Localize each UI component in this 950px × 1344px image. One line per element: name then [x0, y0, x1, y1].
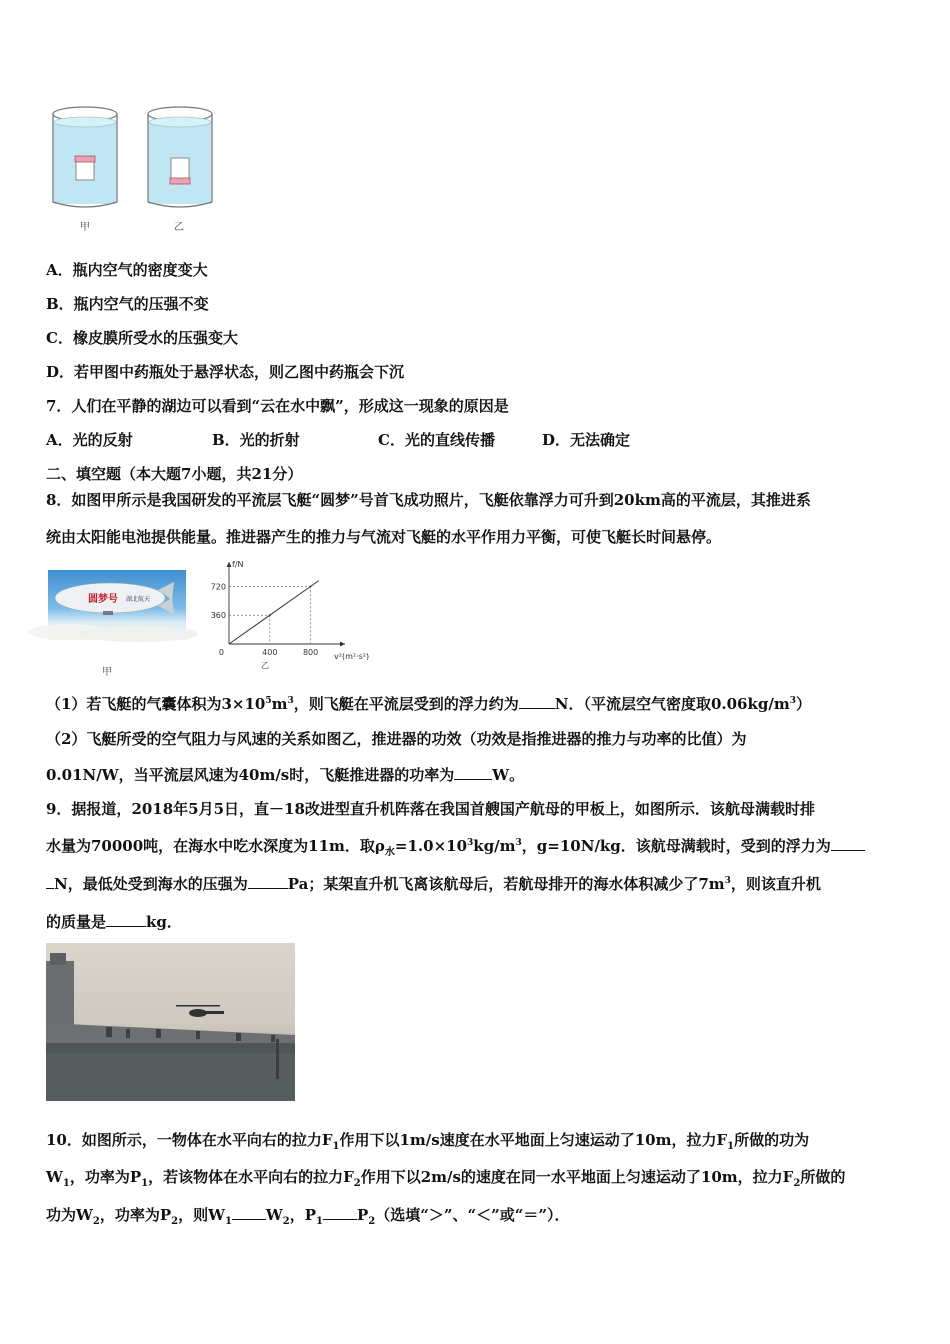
carrier-photo [46, 943, 295, 1101]
chart-svg [205, 558, 370, 676]
q9-line1: 9．据报道，2018年5月5日，直－18改进型直升机阵落在我国首艘国产航母的甲板上，如图所示．该航母满载时排 [46, 800, 815, 818]
q9-line2-text-b: =1.0×10 [394, 837, 468, 855]
q8-line2: 统由太阳能电池提供能量。推进器产生的推力与气流对飞艇的水平作用力平衡，可使飞艇长时间悬停。 [46, 528, 722, 546]
airship-drawing [48, 570, 186, 640]
q8-sub1-text-c: ，则飞艇在平流层受到的浮力约为 [293, 695, 519, 713]
q7-option-b: B．光的折射 [212, 431, 300, 449]
q9-line2-text-d: ，g=10N/kg．该航母满载时，受到的浮力为 [521, 837, 831, 855]
answer-blank[interactable] [46, 874, 54, 889]
photo-label-jia: 甲 [102, 667, 112, 678]
y-tick-label: 360 [210, 611, 226, 621]
y-tick-label: 720 [210, 582, 226, 592]
q10-sub: 2 [368, 1216, 376, 1227]
q7-option-d: D．无法确定 [542, 431, 631, 449]
q9-line4 [46, 912, 182, 932]
q10-line3-text-a: 功为W [46, 1206, 93, 1224]
q10-line2-text-b: ，功率为P [69, 1168, 142, 1186]
airship-name: 圆梦号 [88, 594, 118, 605]
answer-blank[interactable] [831, 836, 865, 851]
q10-line3-text-d: W [265, 1206, 283, 1224]
q10-sub: 1 [727, 1141, 735, 1152]
chart-figure-label: 乙 [261, 661, 269, 670]
q8-sub1-text-b: m [271, 695, 288, 713]
q8-sub1-text-e: ） [796, 695, 812, 713]
q10-line2-text-c: ，若该物体在水平向右的拉力F [148, 1168, 354, 1186]
answer-blank[interactable] [232, 1205, 266, 1220]
q10-sub: 2 [353, 1178, 361, 1189]
q10-sub: 1 [224, 1216, 232, 1227]
q9-line2-text-a: 水量为70000吨，在海水中吃水深度为11m．取ρ [46, 837, 385, 855]
q8-sub1-text-a: （1）若飞艇的气囊体积为3×10 [46, 695, 266, 713]
q9-line4-text-a: 的质量是 [46, 913, 107, 931]
airship-brand: 湖北航天 [126, 596, 151, 603]
q7-option-c: C．光的直线传播 [378, 431, 495, 449]
q10-sub: 1 [316, 1216, 323, 1227]
q10-line1 [46, 1130, 809, 1150]
q9-line2-text-c: kg/m [473, 837, 516, 855]
q9-line2-exp: 3 [467, 838, 474, 848]
q10-line2 [46, 1167, 845, 1187]
q8-sub1 [46, 694, 811, 714]
q10-line2-text-e: 所做的 [800, 1168, 846, 1186]
q8-sub2-line1: （2）飞艇所受的空气阻力与风速的关系如图乙，推进器的功效（功效是指推进器的推力与功率的比值）为 [46, 730, 747, 748]
q6-option-d: D．若甲图中药瓶处于悬浮状态，则乙图中药瓶会下沉 [46, 363, 405, 381]
q8-sub2-text-b: W。 [492, 766, 525, 784]
q10-sub: 2 [171, 1216, 179, 1227]
answer-blank[interactable] [519, 694, 555, 709]
q10-line3-text-f: P [356, 1206, 369, 1224]
data-point [310, 586, 312, 588]
beaker-jia [53, 107, 117, 207]
x-tick-label: 400 [262, 648, 278, 657]
beakers-drawing [48, 100, 218, 235]
q10-line3-text-g: （选填“＞”、“＜”或“＝”）． [375, 1206, 570, 1224]
origin-label: 0 [218, 648, 224, 657]
x-tick-label: 800 [302, 648, 319, 657]
force-speed-chart [205, 558, 370, 676]
y-axis-arrow [227, 562, 232, 567]
x-axis-arrow [340, 642, 345, 647]
beaker-yi [148, 107, 212, 207]
q9-line2-exp2: 3 [515, 838, 522, 848]
q9-line3-text-b: Pa；某架直升机飞离该航母后，若航母排开的海水体积减少了7m [287, 875, 725, 893]
series-line [229, 581, 319, 644]
q8-sub1-text-d: N．（平流层空气密度取0.06kg/m [554, 695, 790, 713]
q8-line1: 8．如图甲所示是我国研发的平流层飞艇“圆梦”号首飞成功照片，飞艇依靠浮力可升到20km高的平流层，其推进系 [46, 491, 811, 509]
q9-line3 [46, 874, 821, 894]
q10-line2-text-a: W [46, 1168, 63, 1186]
q7-stem: 7．人们在平静的湖边可以看到“云在水中飘”，形成这一现象的原因是 [46, 397, 509, 415]
beaker-figure [48, 100, 218, 235]
q10-sub: 2 [793, 1178, 801, 1189]
answer-blank[interactable] [454, 765, 492, 780]
q6-option-b: B．瓶内空气的压强不变 [46, 295, 209, 313]
q10-line1-text-c: 所做的功为 [734, 1131, 810, 1149]
section-title: 二、填空题（本大题7小题，共21分） [46, 465, 303, 483]
q9-rho-sub: 水 [384, 847, 395, 858]
q9-line3-text-c: ，则该直升机 [730, 875, 821, 893]
q10-line3-text-c: ，则W [178, 1206, 225, 1224]
q10-line2-text-d: 作用下以2m/s的速度在同一水平地面上匀速运动了10m，拉力F [360, 1168, 794, 1186]
answer-blank[interactable] [323, 1205, 357, 1220]
q9-line4-text-b: kg． [146, 913, 182, 931]
q9-line2 [46, 836, 865, 856]
x-axis-label: v²(m²·s²) [334, 652, 370, 661]
q6-option-c: C．橡皮膜所受水的压强变大 [46, 329, 238, 347]
q7-option-a: A．光的反射 [46, 431, 133, 449]
q10-sub: 1 [62, 1178, 70, 1189]
data-point [269, 614, 271, 616]
q10-sub: 2 [282, 1216, 290, 1227]
figure-label-jia: 甲 [80, 222, 90, 233]
answer-blank[interactable] [248, 874, 288, 889]
q9-line3-exp: 3 [724, 876, 731, 886]
q8-sub2-line2 [46, 765, 524, 785]
y-axis-label: f/N [232, 560, 244, 569]
q8-sub1-exp: 5 [265, 696, 272, 706]
airship-photo [48, 570, 186, 640]
q10-line3-text-b: ，功率为P [99, 1206, 172, 1224]
q6-option-a: A．瓶内空气的密度变大 [46, 261, 208, 279]
q10-sub: 1 [141, 1178, 149, 1189]
q10-line1-text-a: 10．如图所示，一物体在水平向右的拉力F [46, 1131, 333, 1149]
q10-sub: 2 [92, 1216, 100, 1227]
q8-sub2-text-a: 0.01N/W，当平流层风速为40m/s时，飞艇推进器的功率为 [46, 766, 455, 784]
q8-sub1-exp2: 3 [287, 696, 294, 706]
answer-blank[interactable] [106, 912, 146, 927]
q10-line1-text-b: 作用下以1m/s速度在水平地面上匀速运动了10m，拉力F [339, 1131, 728, 1149]
figure-label-yi: 乙 [174, 222, 184, 233]
q10-line3-text-e: ，P [289, 1206, 317, 1224]
q10-sub: 1 [332, 1141, 340, 1152]
q9-line3-text-a: N，最低处受到海水的压强为 [54, 875, 248, 893]
q10-line3 [46, 1205, 570, 1225]
q8-sub1-exp3: 3 [789, 696, 796, 706]
carrier-drawing [46, 943, 295, 1101]
